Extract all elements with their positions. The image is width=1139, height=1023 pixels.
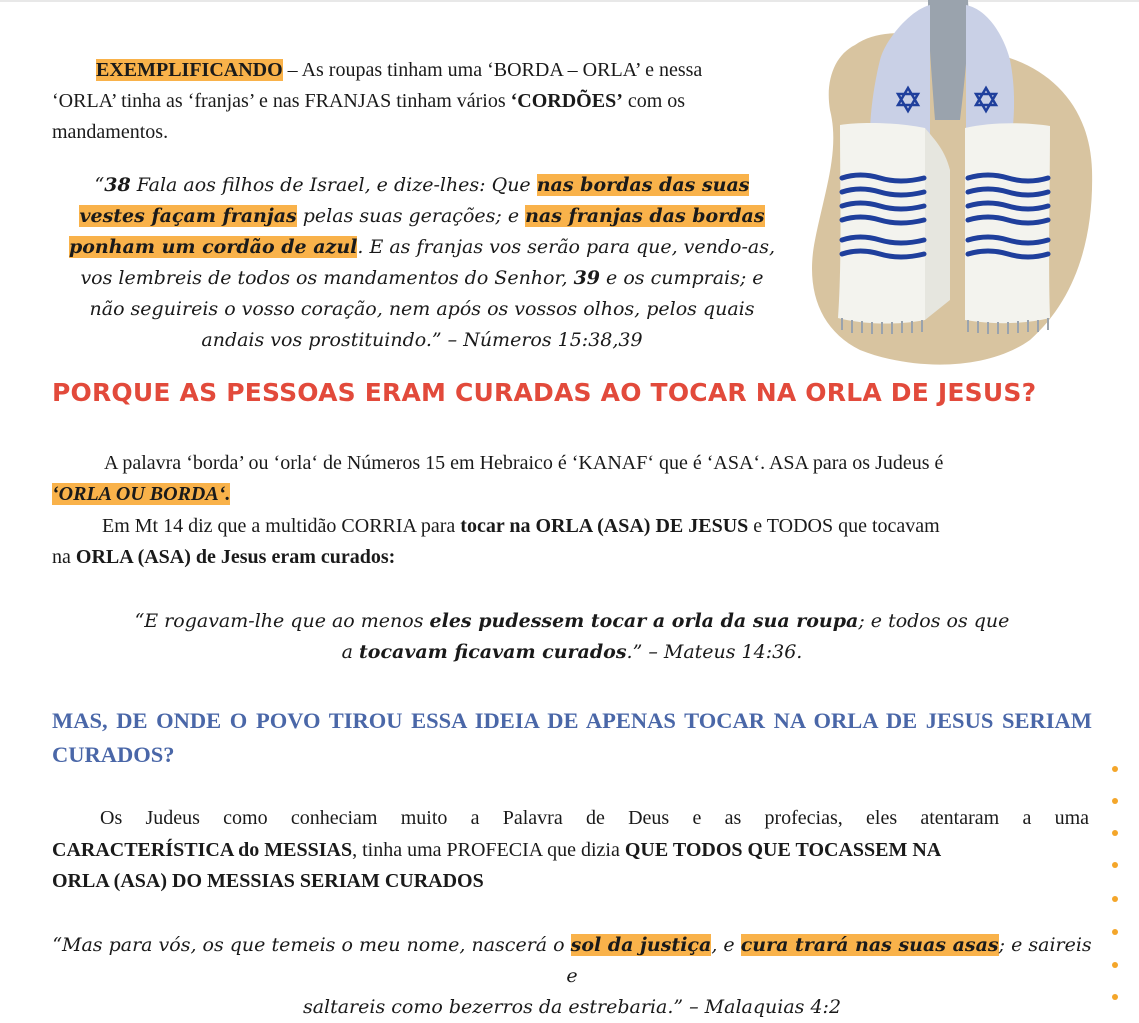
quote-numeros xyxy=(52,170,792,356)
para2-line-2: na ORLA (ASA) de Jesus eram curados: xyxy=(52,546,396,568)
para3-line-3: ORLA (ASA) DO MESSIAS SERIAM CURADOS xyxy=(52,870,484,892)
para1-line-2: ‘ORLA OU BORDA‘. xyxy=(52,483,231,505)
quote3-line-1: “Mas para vós, os que temeis o meu nome, nascerá o sol da justiça, e cura trará nas suas asas; e saireis e xyxy=(52,934,1092,987)
quote3-line-2: saltareis como bezerros da estrebaria.” – Malaquias 4:2 xyxy=(302,996,842,1018)
quote2-line-2: a tocavam ficavam curados.” – Mateus 14:36. xyxy=(341,641,803,663)
intro-line-2: ‘ORLA’ tinha as ‘franjas’ e nas FRANJAS tinham vários ‘CORDÕES’ com os xyxy=(52,90,686,112)
para3-line-2: CARACTERÍSTICA do MESSIAS, tinha uma PROFECIA que dizia QUE TODOS QUE TOCASSEM NA xyxy=(52,839,942,861)
heading-ideia-povo: MAS, DE ONDE O POVO TIROU ESSA IDEIA DE APENAS TOCAR NA ORLA DE JESUS SERIAM CURADOS? xyxy=(52,708,1092,767)
para1-line-1: A palavra ‘borda’ ou ‘orla‘ de Números 15 em Hebraico é ‘KANAF‘ que é ‘ASA‘. ASA para os Judeus é xyxy=(104,452,944,474)
intro-line-1: EXEMPLIFICANDO – As roupas tinham uma ‘BORDA – ORLA’ e nessa xyxy=(96,59,703,81)
heading-orla-jesus: PORQUE AS PESSOAS ERAM CURADAS AO TOCAR NA ORLA DE JESUS? xyxy=(52,378,1037,407)
quote1-line-2: vestes façam franjas pelas suas gerações; e nas franjas das bordas xyxy=(79,205,765,227)
quote1-line-4: vos lembreis de todos os mandamentos do Senhor, 39 e os cumprais; e xyxy=(80,267,764,289)
intro-line-3: mandamentos. xyxy=(52,121,169,143)
quote1-line-6: andais vos prostituindo.” – Números 15:38,39 xyxy=(201,329,643,351)
quote-mateus xyxy=(52,606,1092,668)
para2-line-1: Em Mt 14 diz que a multidão CORRIA para tocar na ORLA (ASA) DE JESUS e TODOS que tocavam xyxy=(102,515,940,537)
para3-line-1: Os Judeus como conheciam muito a Palavra de Deus e as profecias, eles atentaram a uma xyxy=(100,807,1089,829)
quote2-line-1: “E rogavam-lhe que ao menos eles pudessem tocar a orla da sua roupa; e todos os que xyxy=(134,610,1010,632)
quote1-line-3: ponham um cordão de azul. E as franjas vos serão para que, vendo-as, xyxy=(68,236,776,258)
quote1-line-5: não seguireis o vosso coração, nem após os vossos olhos, pelos quais xyxy=(89,298,755,320)
exemplificando-label: EXEMPLIFICANDO xyxy=(96,59,283,81)
quote-malaquias xyxy=(52,930,1092,1023)
quote1-line-1: “38 Fala aos filhos de Israel, e dize-lhes: Que nas bordas das suas xyxy=(94,174,750,196)
tallit-prayer-shawl-icon xyxy=(800,0,1100,370)
